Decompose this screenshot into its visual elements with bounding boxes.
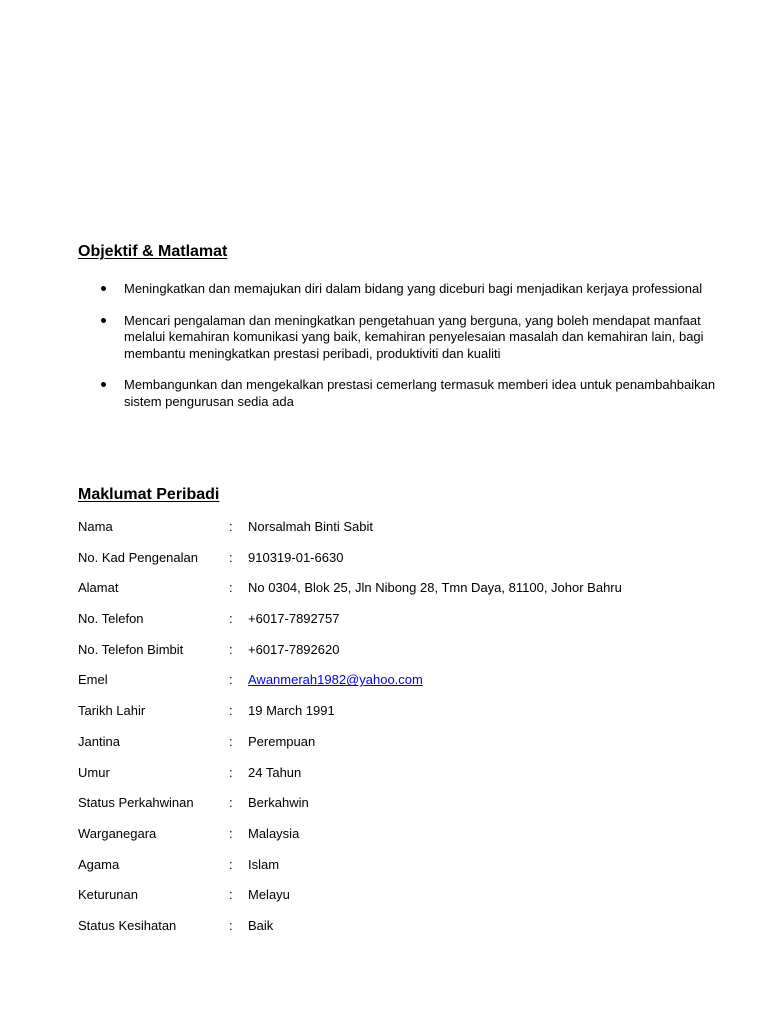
info-label: Tarikh Lahir xyxy=(78,703,146,719)
info-row-warganegara xyxy=(78,825,718,856)
info-separator: : xyxy=(229,917,233,933)
info-separator: : xyxy=(229,611,233,627)
objectives-list xyxy=(78,281,718,425)
info-value: 19 March 1991 xyxy=(248,703,335,719)
personal-info-table xyxy=(78,518,718,948)
objective-item xyxy=(78,281,718,298)
info-separator: : xyxy=(229,856,233,872)
info-row-nama xyxy=(78,518,718,549)
objective-item xyxy=(78,377,718,410)
info-separator: : xyxy=(229,549,233,565)
info-value xyxy=(248,671,423,689)
info-label: No. Telefon xyxy=(78,611,144,627)
info-row-alamat xyxy=(78,579,718,610)
objective-text: Meningkatkan dan memajukan diri dalam bidang yang diceburi bagi menjadikan kerjaya professional xyxy=(124,281,703,296)
info-value: Baik xyxy=(248,917,274,933)
info-label: Alamat xyxy=(78,580,119,596)
info-separator: : xyxy=(229,580,233,596)
info-label: Warganegara xyxy=(78,825,157,841)
info-separator: : xyxy=(229,672,233,688)
info-value: +6017-7892620 xyxy=(248,641,340,657)
info-value: Perempuan xyxy=(248,733,316,749)
info-label: Emel xyxy=(78,672,108,688)
info-row-telefon xyxy=(78,610,718,641)
info-row-emel xyxy=(78,671,718,702)
info-row-jantina xyxy=(78,733,718,764)
objective-text: Membangunkan dan mengekalkan prestasi cemerlang termasuk memberi idea untuk penambahbaikan sistem pengurusan sedia ada xyxy=(124,377,716,409)
info-row-tarikh-lahir xyxy=(78,702,718,733)
info-row-agama xyxy=(78,856,718,887)
info-value: Malaysia xyxy=(248,825,300,841)
objektif-heading: Objektif & Matlamat xyxy=(78,243,228,260)
email-link[interactable]: Awanmerah1982@yahoo.com xyxy=(248,672,423,688)
info-row-keturunan xyxy=(78,886,718,917)
info-row-umur xyxy=(78,764,718,795)
info-separator: : xyxy=(229,825,233,841)
info-separator: : xyxy=(229,703,233,719)
info-value: No 0304, Blok 25, Jln Nibong 28, Tmn Daya, 81100, Johor Bahru xyxy=(248,580,622,596)
info-row-status-kesihatan xyxy=(78,917,718,948)
info-label: Nama xyxy=(78,519,113,534)
info-separator: : xyxy=(229,764,233,780)
info-value: 24 Tahun xyxy=(248,764,302,780)
info-label: Agama xyxy=(78,856,120,872)
info-value: Melayu xyxy=(248,887,290,903)
objective-text: Mencari pengalaman dan meningkatkan pengetahuan yang berguna, yang boleh mendapat manfaat melalui kemahiran komunikasi yang baik, kemahiran penyelesaian masalah dan kemahiran lain, bagi membantu meningkatkan prestasi peribadi, produktiviti dan kualiti xyxy=(124,312,704,361)
info-label: Status Perkahwinan xyxy=(78,795,194,811)
bullet-icon xyxy=(101,318,106,323)
maklumat-heading: Maklumat Peribadi xyxy=(78,486,220,503)
info-row-telefon-bimbit xyxy=(78,641,718,672)
info-label: Umur xyxy=(78,764,110,780)
info-separator: : xyxy=(229,795,233,811)
info-value: Berkahwin xyxy=(248,795,309,811)
info-value: Islam xyxy=(248,856,280,872)
info-value: Norsalmah Binti Sabit xyxy=(248,519,373,534)
info-row-ic xyxy=(78,549,718,580)
info-separator: : xyxy=(229,733,233,749)
info-label: Status Kesihatan xyxy=(78,917,177,933)
info-separator: : xyxy=(229,519,233,534)
bullet-icon xyxy=(101,286,106,291)
info-label: Jantina xyxy=(78,733,120,749)
info-value: +6017-7892757 xyxy=(248,611,340,627)
info-label: Keturunan xyxy=(78,887,138,903)
info-row-status-perkahwinan xyxy=(78,794,718,825)
info-label: No. Telefon Bimbit xyxy=(78,641,184,657)
info-separator: : xyxy=(229,887,233,903)
objective-item xyxy=(78,313,718,363)
info-value: 910319-01-6630 xyxy=(248,549,344,565)
info-label: No. Kad Pengenalan xyxy=(78,549,198,565)
bullet-icon xyxy=(101,382,106,387)
info-separator: : xyxy=(229,641,233,657)
